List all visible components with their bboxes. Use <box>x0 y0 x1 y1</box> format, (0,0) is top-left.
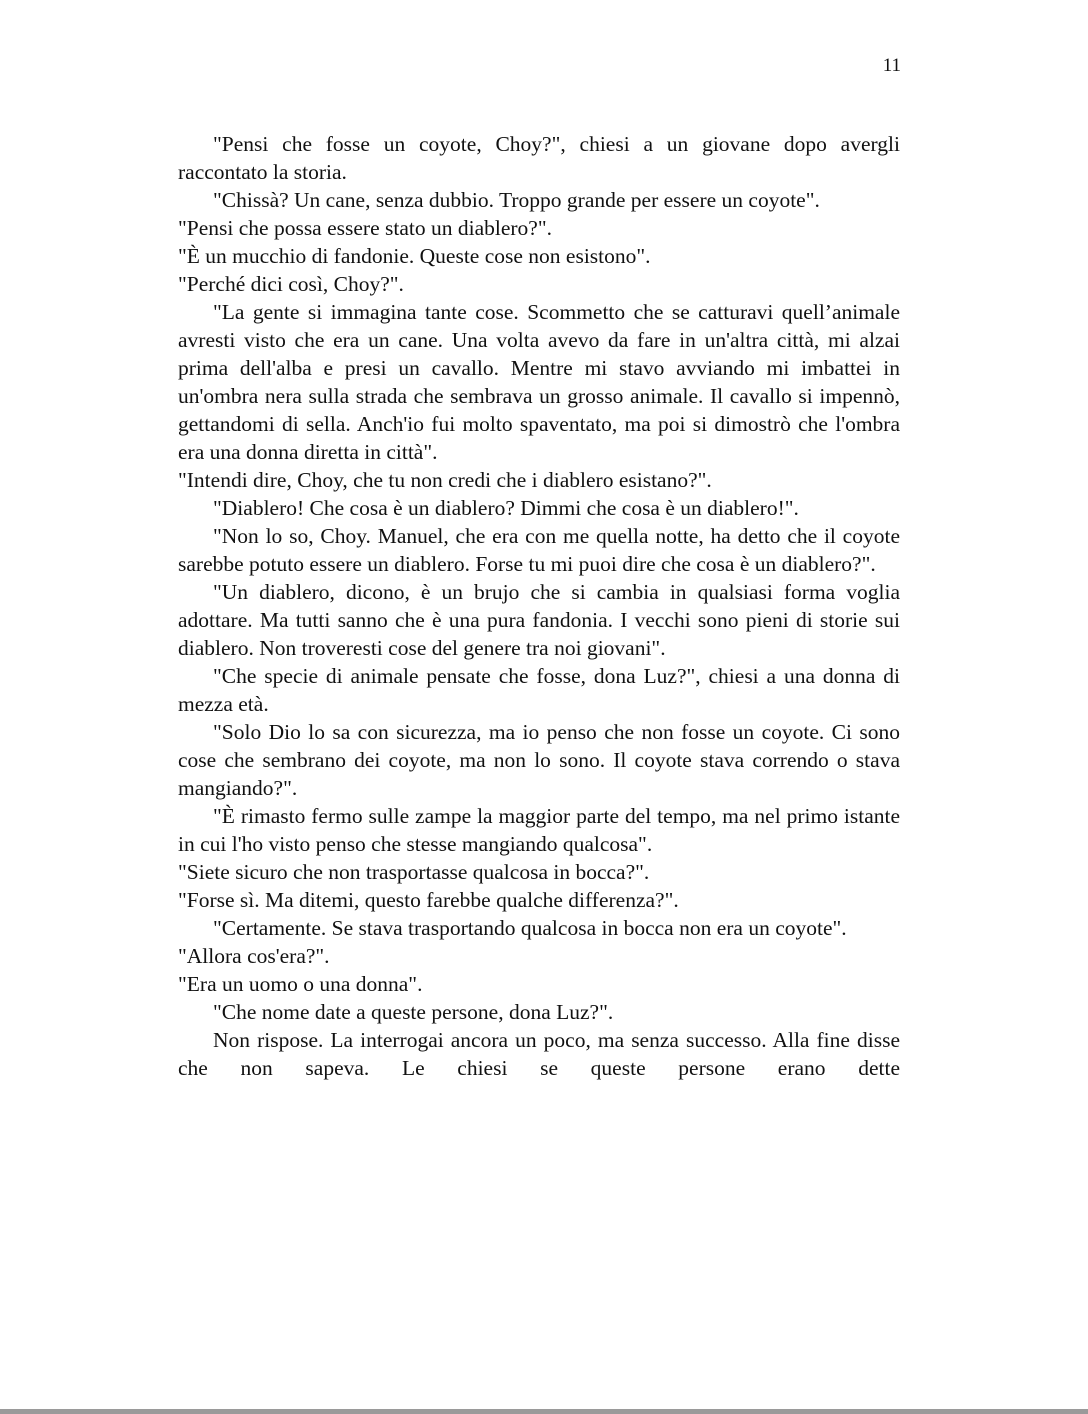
body-text <box>178 130 900 1082</box>
paragraph: "La gente si immagina tante cose. Scommetto che se catturavi quell’animale avresti visto che era un cane. Una volta avevo da fare in un'altra città, mi alzai prima dell'alba e presi un cavallo. Mentre mi stavo avviando mi imbattei in un'ombra nera sulla strada che sembrava un grosso animale. Il cavallo si impennò, gettandomi di sella. Anch'io fui molto spaventato, ma poi si dimostrò che l'ombra era una donna diretta in città". <box>178 300 900 464</box>
paragraph: "Siete sicuro che non trasportasse qualcosa in bocca?". <box>178 860 650 884</box>
paragraph: "Diablero! Che cosa è un diablero? Dimmi che cosa è un diablero!". <box>213 496 799 520</box>
paragraph: "Era un uomo o una donna". <box>178 972 423 996</box>
paragraph: "Chissà? Un cane, senza dubbio. Troppo grande per essere un coyote". <box>213 188 820 212</box>
page-number: 11 <box>882 55 901 76</box>
paragraph: "Non lo so, Choy. Manuel, che era con me quella notte, ha detto che il coyote sarebbe potuto essere un diablero. Forse tu mi puoi dire che cosa è un diablero?". <box>178 524 900 576</box>
paragraph: "Perché dici così, Choy?". <box>178 272 404 296</box>
paragraph: "Un diablero, dicono, è un brujo che si cambia in qualsiasi forma voglia adottare. Ma tutti sanno che è una pura fandonia. I vecchi sono pieni di storie sui diablero. Non troveresti cose del genere tra noi giovani". <box>178 580 900 660</box>
paragraph: "Solo Dio lo sa con sicurezza, ma io penso che non fosse un coyote. Ci sono cose che sembrano dei coyote, ma non lo sono. Il coyote stava correndo o stava mangiando?". <box>178 720 900 800</box>
paragraph: "Allora cos'era?". <box>178 944 330 968</box>
page-bottom-border <box>0 1409 1088 1414</box>
paragraph: "È un mucchio di fandonie. Queste cose non esistono". <box>178 244 651 268</box>
paragraph: "Che specie di animale pensate che fosse, dona Luz?", chiesi a una donna di mezza età. <box>178 664 900 716</box>
paragraph: "Certamente. Se stava trasportando qualcosa in bocca non era un coyote". <box>213 916 847 940</box>
paragraph: "Forse sì. Ma ditemi, questo farebbe qualche differenza?". <box>178 888 679 912</box>
paragraph: Non rispose. La interrogai ancora un poco, ma senza successo. Alla fine disse che non sapeva. Le chiesi se queste persone erano dette <box>178 1028 900 1080</box>
paragraph: "Intendi dire, Choy, che tu non credi che i diablero esistano?". <box>178 468 712 492</box>
paragraph: "È rimasto fermo sulle zampe la maggior parte del tempo, ma nel primo istante in cui l'ho visto penso che stesse mangiando qualcosa". <box>178 804 900 856</box>
paragraph: "Pensi che fosse un coyote, Choy?", chiesi a un giovane dopo avergli raccontato la storia. <box>178 132 900 184</box>
paragraph: "Pensi che possa essere stato un diablero?". <box>178 216 552 240</box>
paragraph: "Che nome date a queste persone, dona Luz?". <box>213 1000 614 1024</box>
